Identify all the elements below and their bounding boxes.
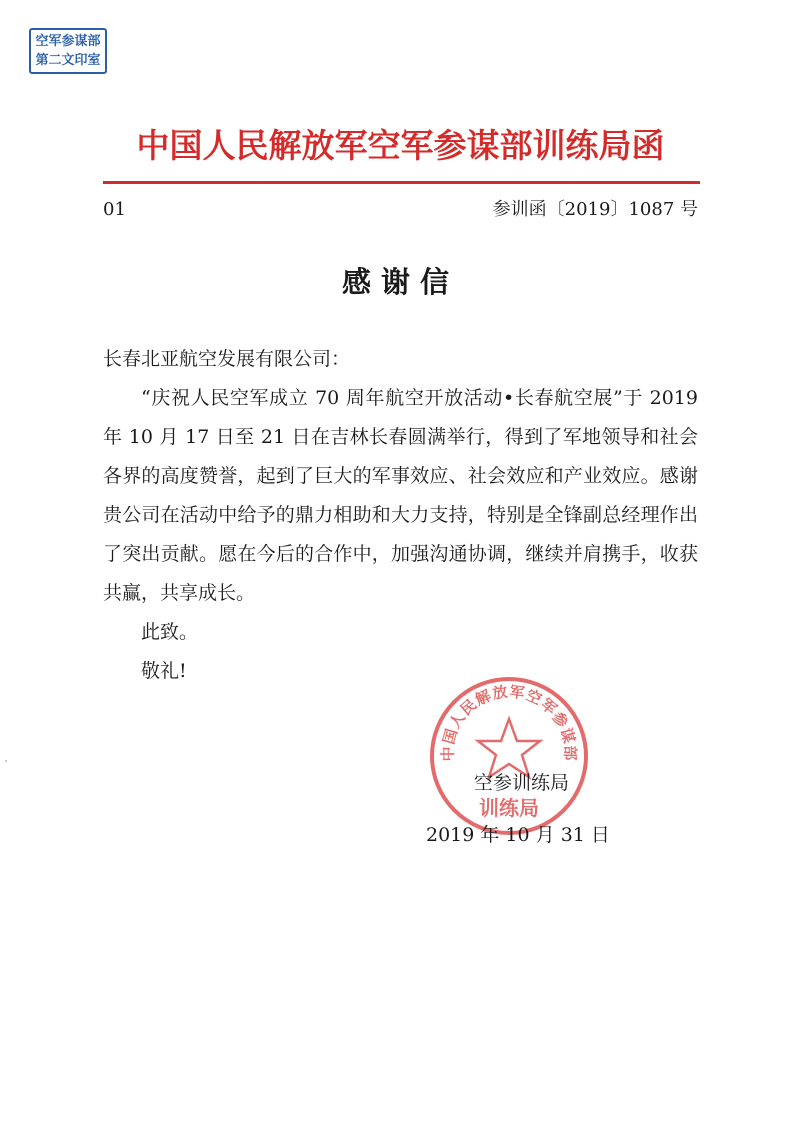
signature-organization: 空参训练局 bbox=[474, 772, 570, 794]
letter-paragraph: “庆祝人民空军成立 70 周年航空开放活动•长春航空展”于 2019 年 10 月 17 日至 21 日在吉林长春圆满举行，得到了军地领导和社会各界的高度赞誉，起到了巨大的军事效应、社会效应和产业效应。感谢贵公司在活动中给予的鼎力相助和大力支持，特别是全锋副总经理作出了突出贡献。愿在今后的合作中，加强沟通协调，继续并肩携手，收获共赢，共享成长。 bbox=[103, 387, 698, 604]
document-reference-number: 参训函〔2019〕1087 号 bbox=[492, 199, 698, 220]
recipient-line: 长春北亚航空发展有限公司： bbox=[103, 348, 351, 370]
signature-date: 2019 年 10 月 31 日 bbox=[426, 824, 610, 846]
document-serial-number: 01 bbox=[103, 199, 126, 220]
letterhead-title: 中国人民解放军空军参谋部训练局函 bbox=[136, 126, 665, 165]
letterhead-divider bbox=[103, 181, 700, 184]
blue-stamp-line2: 第二文印室 bbox=[35, 53, 101, 68]
seal-center-text: 训练局 bbox=[479, 796, 539, 820]
letter-body bbox=[103, 340, 698, 691]
seal-star-icon bbox=[478, 719, 540, 777]
letter-title: 感谢信 bbox=[341, 265, 459, 299]
blue-office-stamp bbox=[29, 28, 107, 74]
closing-line-2: 敬礼! bbox=[141, 660, 187, 682]
scan-artifact bbox=[5, 760, 7, 762]
red-official-seal bbox=[428, 675, 590, 837]
blue-stamp-line1: 空军参谋部 bbox=[35, 34, 101, 49]
closing-line-1: 此致。 bbox=[141, 621, 199, 643]
seal-ring-text: 中国人民解放军空军参谋部 bbox=[438, 682, 580, 762]
